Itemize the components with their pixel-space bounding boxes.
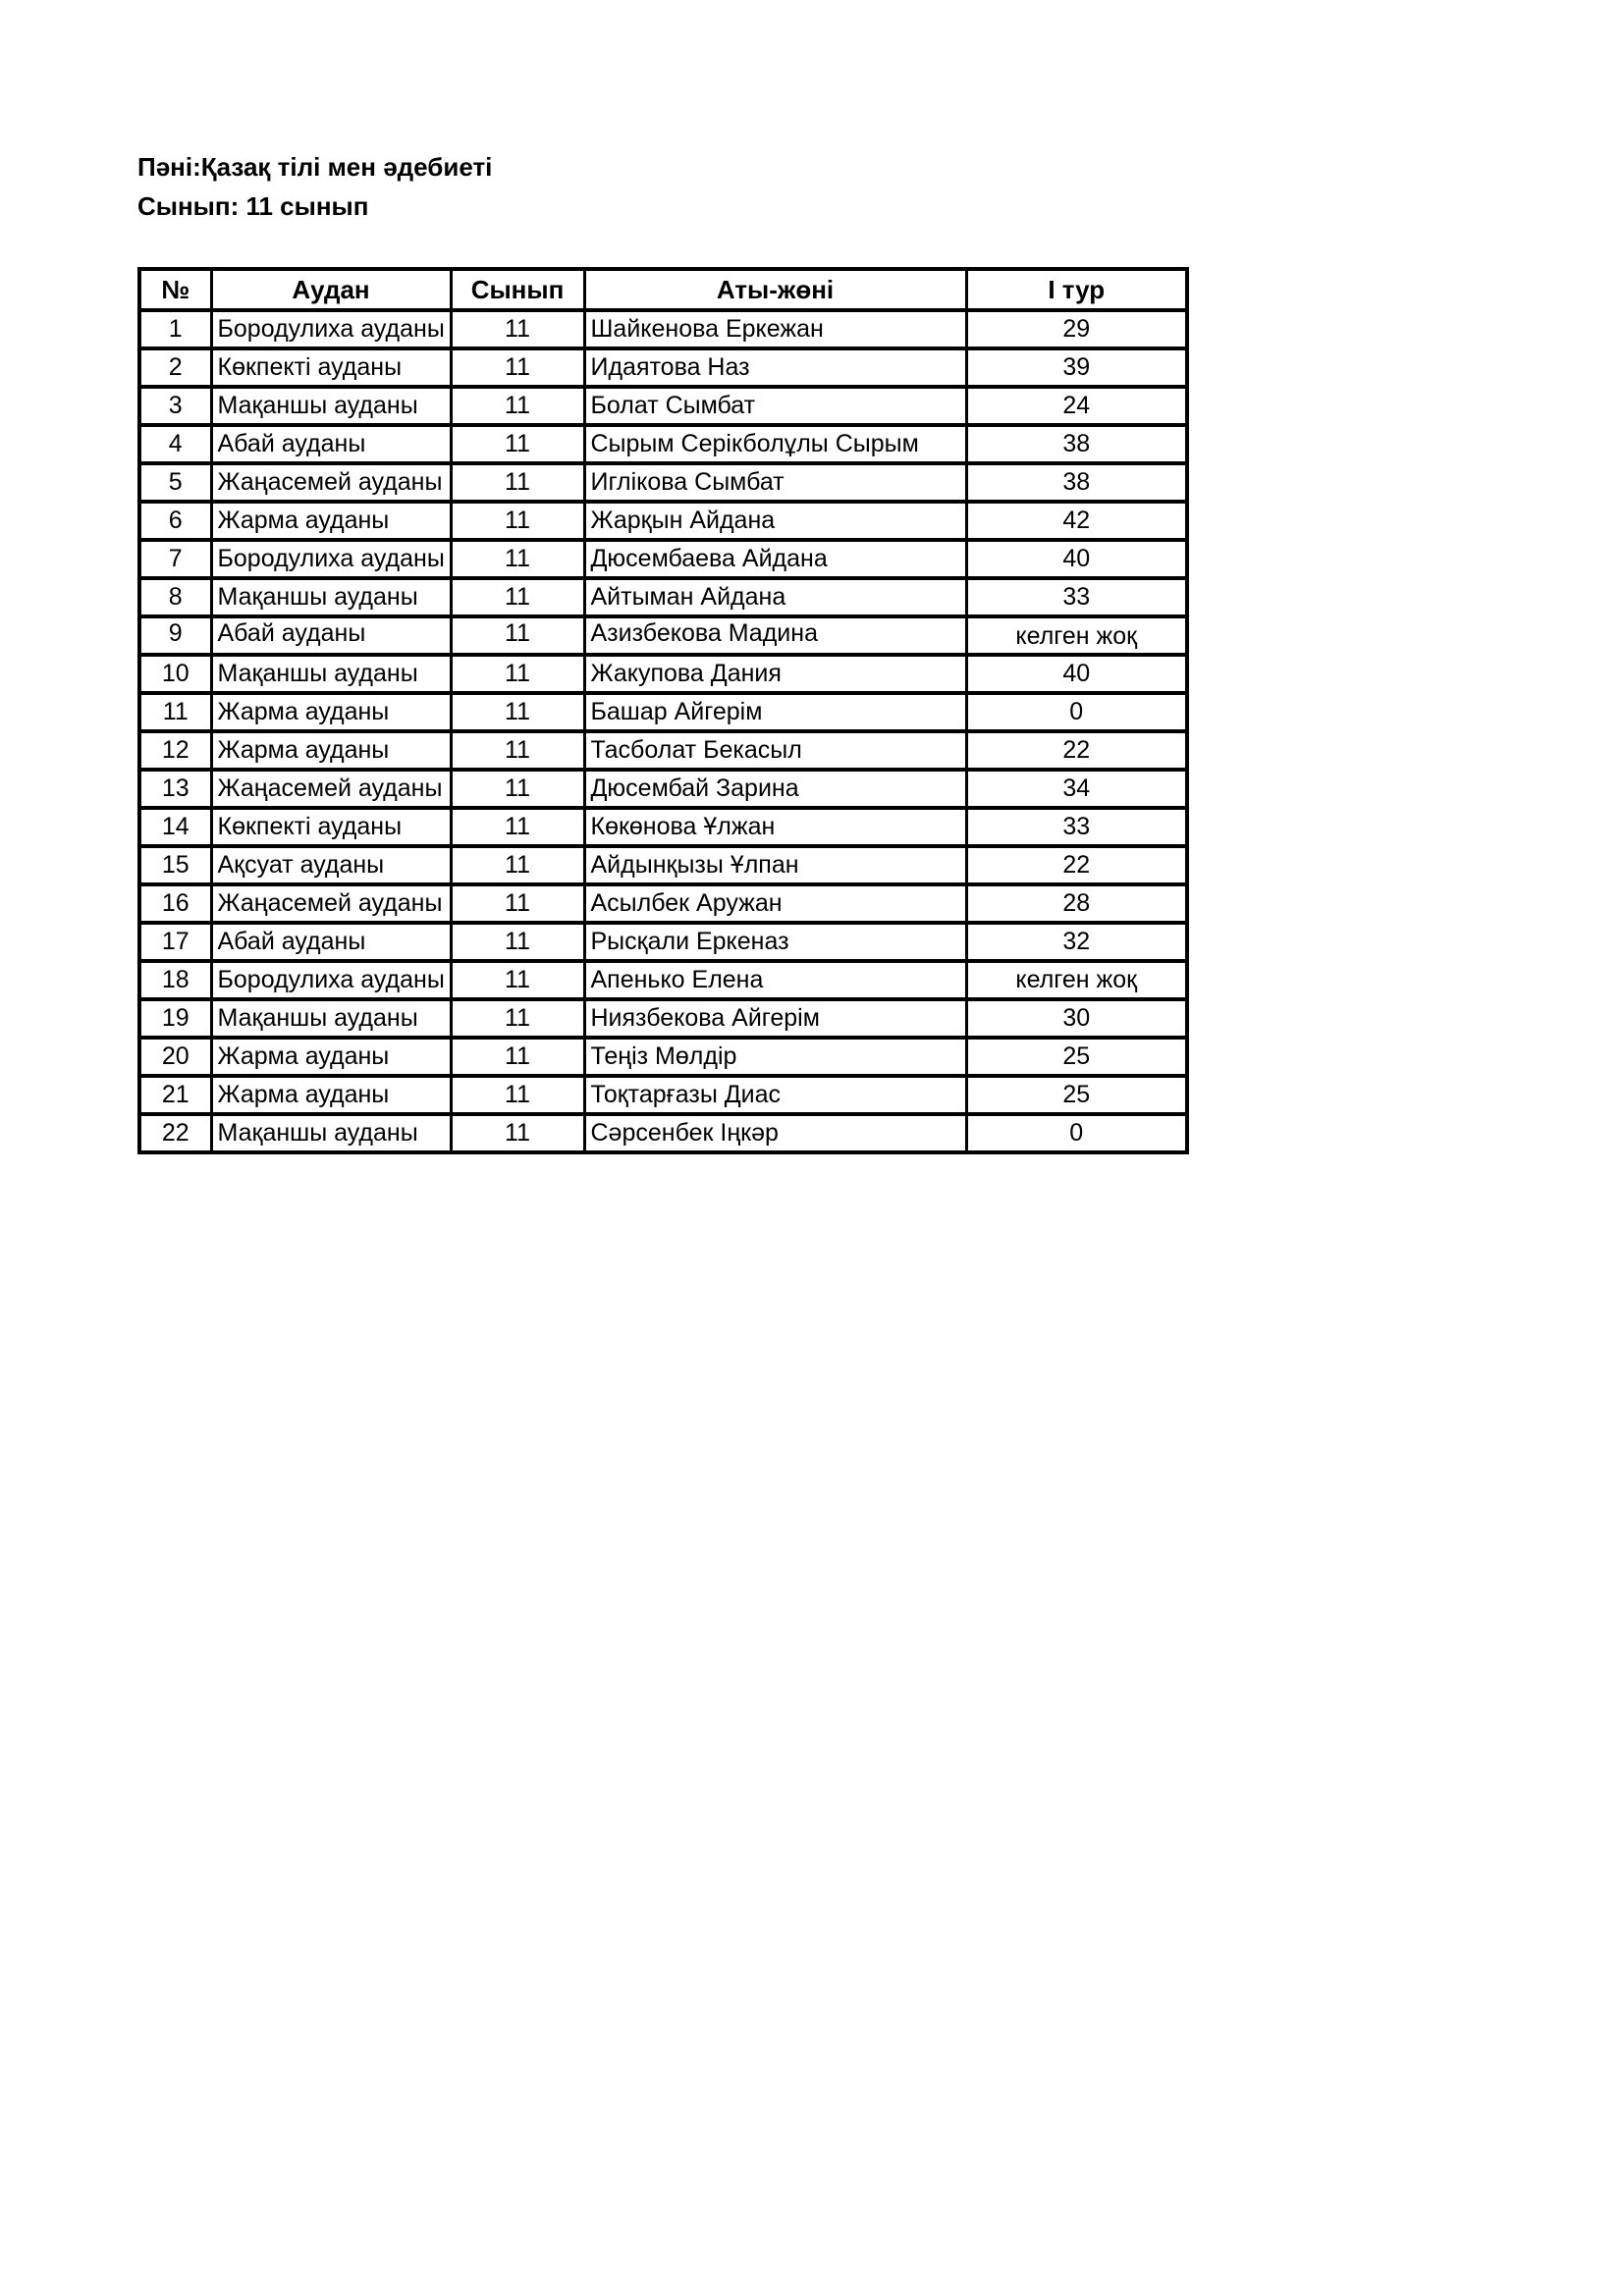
table-header-row — [139, 269, 1187, 310]
cell-grade: 11 — [451, 999, 584, 1038]
cell-name: Сырым Серікболұлы Сырым — [584, 425, 966, 463]
table-row — [139, 693, 1187, 731]
col-header-grade: Сынып — [451, 269, 584, 310]
table-row — [139, 578, 1187, 616]
cell-grade: 11 — [451, 731, 584, 770]
table-row — [139, 616, 1187, 655]
cell-name: Көкөнова Ұлжан — [584, 808, 966, 846]
cell-district: Абай ауданы — [211, 616, 451, 655]
cell-round1: 40 — [966, 540, 1187, 578]
table-row — [139, 348, 1187, 387]
cell-round1: 22 — [966, 846, 1187, 884]
cell-name: Башар Айгерім — [584, 693, 966, 731]
cell-num: 5 — [139, 463, 211, 502]
cell-num: 14 — [139, 808, 211, 846]
cell-district: Жаңасемей ауданы — [211, 884, 451, 923]
table-row — [139, 731, 1187, 770]
col-header-name: Аты-жөні — [584, 269, 966, 310]
cell-round1: 32 — [966, 923, 1187, 961]
cell-name: Ниязбекова Айгерім — [584, 999, 966, 1038]
cell-num: 10 — [139, 655, 211, 693]
cell-district: Жарма ауданы — [211, 502, 451, 540]
cell-round1: 34 — [966, 770, 1187, 808]
table-row — [139, 770, 1187, 808]
cell-district: Ақсуат ауданы — [211, 846, 451, 884]
cell-name: Жакупова Дания — [584, 655, 966, 693]
cell-name: Теңіз Мөлдір — [584, 1038, 966, 1076]
cell-district: Жаңасемей ауданы — [211, 463, 451, 502]
col-header-num: № — [139, 269, 211, 310]
cell-num: 15 — [139, 846, 211, 884]
cell-round1: 25 — [966, 1076, 1187, 1114]
cell-grade: 11 — [451, 1038, 584, 1076]
table-row — [139, 884, 1187, 923]
results-table — [137, 267, 1189, 1154]
cell-grade: 11 — [451, 655, 584, 693]
cell-name: Идаятова Наз — [584, 348, 966, 387]
table-row — [139, 923, 1187, 961]
cell-district: Жарма ауданы — [211, 693, 451, 731]
cell-name: Шайкенова Еркежан — [584, 310, 966, 348]
cell-grade: 11 — [451, 616, 584, 655]
cell-district: Көкпекті ауданы — [211, 348, 451, 387]
cell-num: 12 — [139, 731, 211, 770]
cell-round1: 38 — [966, 463, 1187, 502]
cell-district: Мақаншы ауданы — [211, 387, 451, 425]
cell-round1: 30 — [966, 999, 1187, 1038]
cell-grade: 11 — [451, 310, 584, 348]
cell-name: Тасболат Бекасыл — [584, 731, 966, 770]
cell-num: 18 — [139, 961, 211, 999]
cell-district: Абай ауданы — [211, 425, 451, 463]
cell-district: Көкпекті ауданы — [211, 808, 451, 846]
col-header-round1: I тур — [966, 269, 1187, 310]
cell-num: 2 — [139, 348, 211, 387]
cell-num: 13 — [139, 770, 211, 808]
cell-name: Асылбек Аружан — [584, 884, 966, 923]
table-row — [139, 999, 1187, 1038]
cell-num: 7 — [139, 540, 211, 578]
cell-name: Азизбекова Мадина — [584, 616, 966, 655]
table-body — [139, 310, 1187, 1152]
cell-round1: 22 — [966, 731, 1187, 770]
cell-name: Сәрсенбек Іңкәр — [584, 1114, 966, 1152]
cell-num: 4 — [139, 425, 211, 463]
cell-num: 22 — [139, 1114, 211, 1152]
cell-round1: 0 — [966, 693, 1187, 731]
subject-title: Пәні:Қазақ тілі мен әдебиеті — [137, 152, 493, 182]
table-row — [139, 655, 1187, 693]
col-header-district: Аудан — [211, 269, 451, 310]
cell-grade: 11 — [451, 846, 584, 884]
cell-name: Айтыман Айдана — [584, 578, 966, 616]
cell-round1: 28 — [966, 884, 1187, 923]
cell-district: Мақаншы ауданы — [211, 999, 451, 1038]
cell-grade: 11 — [451, 1076, 584, 1114]
cell-name: Иглікова Сымбат — [584, 463, 966, 502]
cell-round1: 29 — [966, 310, 1187, 348]
cell-district: Жаңасемей ауданы — [211, 770, 451, 808]
cell-name: Апенько Елена — [584, 961, 966, 999]
cell-name: Айдынқызы Ұлпан — [584, 846, 966, 884]
class-title: Сынып: 11 сынып — [137, 191, 369, 221]
cell-grade: 11 — [451, 463, 584, 502]
table-row — [139, 387, 1187, 425]
cell-district: Мақаншы ауданы — [211, 1114, 451, 1152]
cell-grade: 11 — [451, 961, 584, 999]
cell-num: 20 — [139, 1038, 211, 1076]
cell-grade: 11 — [451, 387, 584, 425]
cell-district: Абай ауданы — [211, 923, 451, 961]
cell-round1: 33 — [966, 578, 1187, 616]
cell-grade: 11 — [451, 348, 584, 387]
cell-district: Жарма ауданы — [211, 1038, 451, 1076]
table-row — [139, 1114, 1187, 1152]
table-row — [139, 310, 1187, 348]
cell-round1: 38 — [966, 425, 1187, 463]
cell-num: 3 — [139, 387, 211, 425]
table-row — [139, 808, 1187, 846]
cell-grade: 11 — [451, 1114, 584, 1152]
table-row — [139, 846, 1187, 884]
cell-num: 8 — [139, 578, 211, 616]
table-row — [139, 463, 1187, 502]
cell-num: 6 — [139, 502, 211, 540]
cell-district: Мақаншы ауданы — [211, 578, 451, 616]
cell-name: Жарқын Айдана — [584, 502, 966, 540]
cell-num: 16 — [139, 884, 211, 923]
cell-district: Жарма ауданы — [211, 731, 451, 770]
cell-name: Рысқали Еркеназ — [584, 923, 966, 961]
cell-grade: 11 — [451, 770, 584, 808]
cell-grade: 11 — [451, 923, 584, 961]
cell-round1: 25 — [966, 1038, 1187, 1076]
cell-round1: 42 — [966, 502, 1187, 540]
cell-district: Бородулиха ауданы — [211, 540, 451, 578]
cell-name: Дюсембаева Айдана — [584, 540, 966, 578]
cell-round1: келген жоқ — [966, 961, 1187, 999]
cell-num: 19 — [139, 999, 211, 1038]
cell-district: Жарма ауданы — [211, 1076, 451, 1114]
table-row — [139, 961, 1187, 999]
cell-num: 11 — [139, 693, 211, 731]
cell-round1: 33 — [966, 808, 1187, 846]
cell-round1: 0 — [966, 1114, 1187, 1152]
cell-grade: 11 — [451, 808, 584, 846]
cell-grade: 11 — [451, 502, 584, 540]
table-row — [139, 540, 1187, 578]
cell-district: Бородулиха ауданы — [211, 961, 451, 999]
table-row — [139, 1038, 1187, 1076]
document-content — [137, 147, 1218, 1154]
cell-num: 1 — [139, 310, 211, 348]
cell-num: 9 — [139, 616, 211, 655]
cell-name: Дюсембай Зарина — [584, 770, 966, 808]
cell-district: Бородулиха ауданы — [211, 310, 451, 348]
cell-grade: 11 — [451, 693, 584, 731]
cell-name: Тоқтарғазы Диас — [584, 1076, 966, 1114]
cell-round1: 39 — [966, 348, 1187, 387]
cell-district: Мақаншы ауданы — [211, 655, 451, 693]
cell-grade: 11 — [451, 884, 584, 923]
table-row — [139, 502, 1187, 540]
table-row — [139, 1076, 1187, 1114]
cell-num: 21 — [139, 1076, 211, 1114]
cell-round1: 40 — [966, 655, 1187, 693]
cell-num: 17 — [139, 923, 211, 961]
cell-round1: 24 — [966, 387, 1187, 425]
cell-grade: 11 — [451, 540, 584, 578]
cell-round1: келген жоқ — [966, 616, 1187, 655]
table-row — [139, 425, 1187, 463]
cell-name: Болат Сымбат — [584, 387, 966, 425]
cell-grade: 11 — [451, 425, 584, 463]
cell-grade: 11 — [451, 578, 584, 616]
